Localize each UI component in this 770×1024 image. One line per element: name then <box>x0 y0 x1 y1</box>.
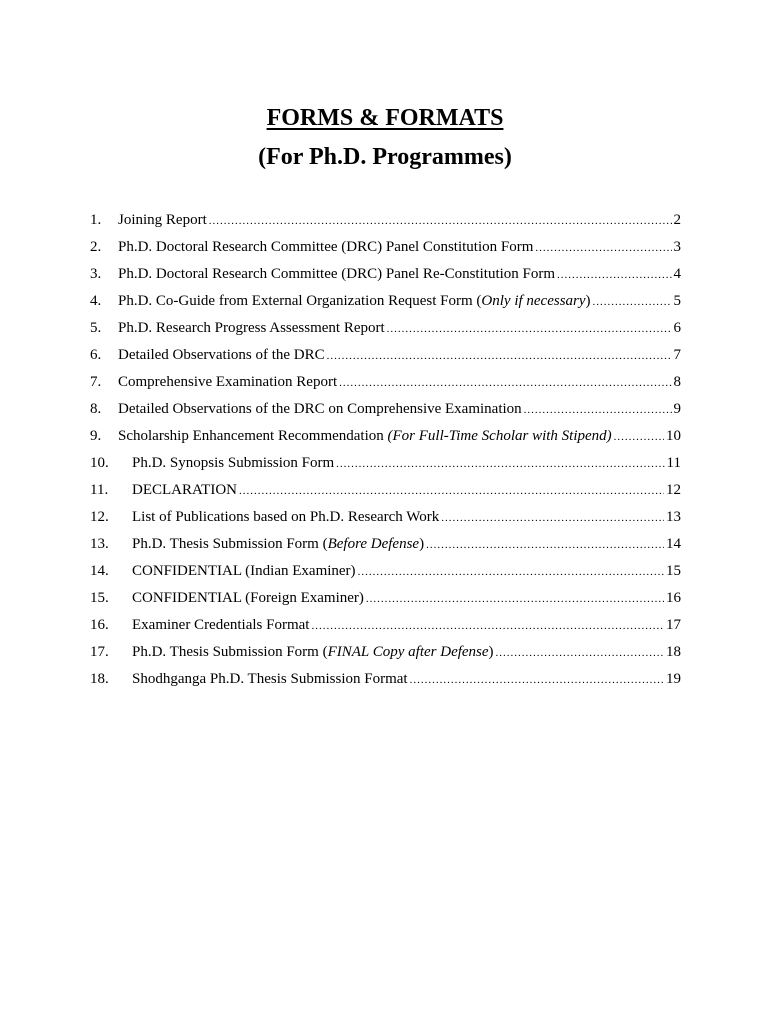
dot-leader <box>387 316 672 343</box>
toc-item-title: Comprehensive Examination Report <box>118 374 338 390</box>
toc-item[interactable] <box>0 585 770 612</box>
toc-item-page: 13 <box>666 509 681 525</box>
toc-item[interactable] <box>0 315 770 342</box>
toc-item[interactable] <box>0 207 770 234</box>
toc-item[interactable] <box>0 666 770 693</box>
toc-item-page: 15 <box>666 563 681 579</box>
toc-item[interactable] <box>0 261 770 288</box>
page-subtitle: (For Ph.D. Programmes) <box>258 144 512 170</box>
dot-leader <box>410 667 664 694</box>
toc-item-number: 6. <box>90 347 102 363</box>
dot-leader <box>209 208 672 235</box>
toc-item-title: Ph.D. Co-Guide from External Organization Request Form (Only if necessary) <box>118 293 591 309</box>
dot-leader <box>327 343 672 370</box>
toc-item-page: 2 <box>673 212 681 228</box>
toc-item-number: 18. <box>90 671 109 687</box>
dot-leader <box>426 532 664 559</box>
toc-item-number: 14. <box>90 563 109 579</box>
toc-item-number: 7. <box>90 374 102 390</box>
toc-item-page: 4 <box>673 266 681 282</box>
dot-leader <box>358 559 664 586</box>
dot-leader <box>441 505 664 532</box>
toc-item-title: Ph.D. Doctoral Research Committee (DRC) Panel Constitution Form <box>118 239 534 255</box>
toc-item-page: 6 <box>673 320 681 336</box>
toc-item-page: 8 <box>673 374 681 390</box>
page-title: FORMS & FORMATS <box>266 105 504 131</box>
toc-item-number: 11. <box>90 482 109 498</box>
toc-item-number: 13. <box>90 536 109 552</box>
toc-item[interactable] <box>0 504 770 531</box>
toc-item-page: 11 <box>666 455 681 471</box>
toc-item[interactable] <box>0 396 770 423</box>
toc-item[interactable] <box>0 234 770 261</box>
dot-leader <box>496 640 664 667</box>
toc-item-title: CONFIDENTIAL (Foreign Examiner) <box>132 590 364 606</box>
toc-item[interactable] <box>0 612 770 639</box>
toc-item-title: Shodhganga Ph.D. Thesis Submission Format <box>132 671 408 687</box>
toc-item-number: 2. <box>90 239 102 255</box>
toc-item[interactable] <box>0 450 770 477</box>
toc-item-page: 17 <box>666 617 681 633</box>
toc-item-number: 12. <box>90 509 109 525</box>
toc-item-number: 1. <box>90 212 102 228</box>
toc-item-number: 5. <box>90 320 102 336</box>
toc-item-title: List of Publications based on Ph.D. Research Work <box>132 509 440 525</box>
toc-item-page: 3 <box>673 239 681 255</box>
toc-item-page: 16 <box>666 590 681 606</box>
dot-leader <box>339 370 671 397</box>
dot-leader <box>524 397 672 424</box>
toc-item[interactable] <box>0 531 770 558</box>
toc-item[interactable] <box>0 477 770 504</box>
toc-item[interactable] <box>0 342 770 369</box>
dot-leader <box>557 262 671 289</box>
toc-item-title: Ph.D. Doctoral Research Committee (DRC) Panel Re-Constitution Form <box>118 266 556 282</box>
toc-item-title: Ph.D. Synopsis Submission Form <box>132 455 335 471</box>
toc-item-title: DECLARATION <box>132 482 237 498</box>
toc-item-title: Detailed Observations of the DRC <box>118 347 325 363</box>
toc-item-page: 18 <box>666 644 681 660</box>
toc-item-title: Joining Report <box>118 212 207 228</box>
toc-item-page: 10 <box>666 428 681 444</box>
dot-leader <box>311 613 664 640</box>
dot-leader <box>535 235 671 262</box>
toc-item-title: Ph.D. Thesis Submission Form (Before Defense) <box>132 536 425 552</box>
dot-leader <box>239 478 664 505</box>
table-of-contents <box>0 207 770 693</box>
toc-item-title: Ph.D. Research Progress Assessment Report <box>118 320 385 336</box>
toc-item-number: 3. <box>90 266 102 282</box>
toc-item-page: 19 <box>666 671 681 687</box>
toc-item-number: 8. <box>90 401 102 417</box>
toc-item[interactable] <box>0 558 770 585</box>
toc-item-title: Scholarship Enhancement Recommendation (For Full-Time Scholar with Stipend) <box>118 428 612 444</box>
dot-leader <box>614 424 664 451</box>
toc-item-title: Ph.D. Thesis Submission Form (FINAL Copy after Defense) <box>132 644 494 660</box>
toc-item-title: Detailed Observations of the DRC on Comprehensive Examination <box>118 401 522 417</box>
toc-item-page: 5 <box>673 293 681 309</box>
toc-item-title: Examiner Credentials Format <box>132 617 310 633</box>
toc-item[interactable] <box>0 288 770 315</box>
toc-item[interactable] <box>0 639 770 666</box>
toc-item-page: 9 <box>673 401 681 417</box>
toc-item[interactable] <box>0 423 770 450</box>
toc-item-number: 9. <box>90 428 102 444</box>
dot-leader <box>366 586 664 613</box>
toc-item-page: 12 <box>666 482 681 498</box>
toc-item-number: 4. <box>90 293 102 309</box>
toc-item-number: 16. <box>90 617 109 633</box>
toc-item-number: 17. <box>90 644 109 660</box>
toc-item-title: CONFIDENTIAL (Indian Examiner) <box>132 563 356 579</box>
toc-item[interactable] <box>0 369 770 396</box>
toc-item-page: 14 <box>666 536 681 552</box>
toc-item-number: 15. <box>90 590 109 606</box>
toc-item-page: 7 <box>673 347 681 363</box>
dot-leader <box>593 289 672 316</box>
dot-leader <box>336 451 664 478</box>
toc-item-number: 10. <box>90 455 109 471</box>
